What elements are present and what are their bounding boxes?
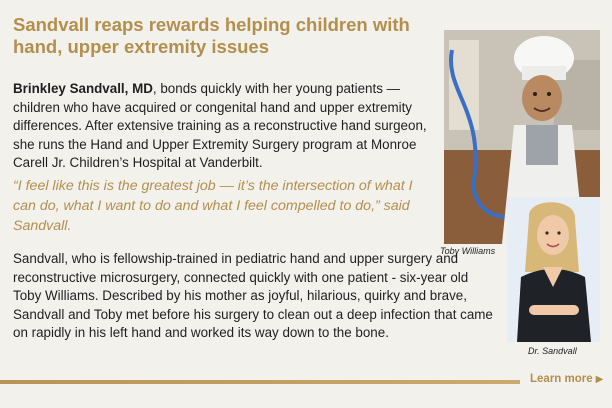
intro-text: , bonds quickly with her young patients — children who have acquired or congenital hand and upper extremity differences. After extensive training as a reconstructive hand surgeon, she runs the Hand and Upper Extremity Surgery program at Monroe Carell Jr. Children’s Hospital at Vanderbilt. xyxy=(13,81,427,170)
body-paragraph: Sandvall, who is fellowship-trained in pediatric hand and upper surgery and reconstructive microsurgery, connected quickly with one patient - six-year old Toby Williams. Described by his mother as joyful, hilarious, quirky and brave, Sandvall and Toby met before his surgery to clean out a deep infection that came on rapidly in his left hand and worked its way down to the bone. xyxy=(13,251,493,340)
child-photo-caption: Toby Williams xyxy=(440,246,496,256)
learn-more-link[interactable] xyxy=(530,373,603,385)
pull-quote: “I feel like this is the greatest job — it’s the intersection of what I can do, what I want to do and what I feel compelled to do,” said Sandvall. xyxy=(13,178,413,234)
doctor-photo-illustration xyxy=(507,197,600,342)
triangle-right-icon: ▶ xyxy=(595,374,604,385)
learn-more-label: Learn more xyxy=(530,373,593,385)
doctor-name: Brinkley Sandvall, MD xyxy=(13,81,153,96)
intro-paragraph xyxy=(13,80,438,173)
doctor-photo-caption: Dr. Sandvall xyxy=(528,346,577,356)
headline: Sandvall reaps rewards helping children with hand, upper extremity issues xyxy=(13,14,410,57)
footer-divider xyxy=(0,380,520,384)
doctor-photo xyxy=(507,197,600,342)
